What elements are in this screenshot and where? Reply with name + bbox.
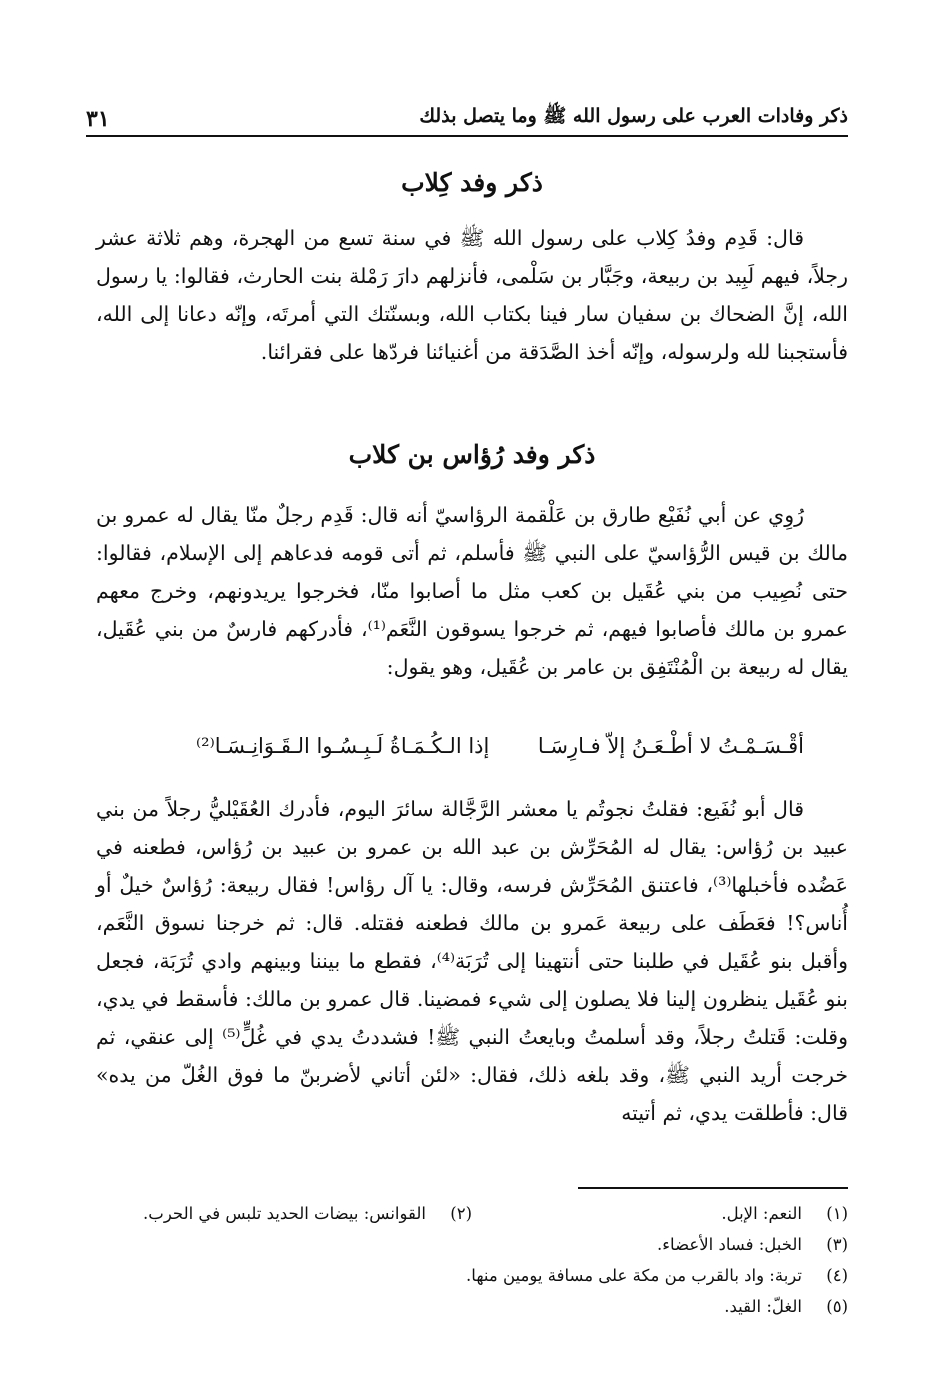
footnote-number: (٢) [450, 1204, 472, 1223]
section-title-ruas: ذكر وفد رُؤاس بن كلاب [348, 440, 596, 469]
footnote-4 [96, 1260, 848, 1291]
verse-second-hemistich: إذا الـكُـمَـاةُ لَـبِـسُـوا الـقَـوَانِـسَـا⁽²⁾ [196, 734, 490, 758]
header-rule [86, 135, 848, 137]
footnote-1 [472, 1198, 848, 1229]
page-number: ٣١ [86, 106, 110, 132]
poetry-verse [96, 734, 848, 774]
footnote-3 [96, 1229, 848, 1260]
section-title-kilab: ذكر وفد كِلاب [401, 168, 543, 197]
footnote-number: (٤) [826, 1266, 848, 1285]
paragraph-text: قال: قَدِم وفدُ كِلاب على رسول الله ﷺ في سنة تسع من الهجرة، وهم ثلاثة عشر رجلاً، فيهم لَبِيد بن ربيعة، وجَبَّار بن سَلْمى، فأنزلهم دارَ رَمْلة بنت الحارث، فقالوا: يا رسول الله، إنَّ الضحاك بن سفيان سار فينا بكتاب الله، وبسنّتك التي أمرتَه، وإنّه دعانا إلى الله، فأستجبنا لله ولرسوله، وإنّه أخذ الصَّدَقة من أغنيائنا فردّها على فقرائنا. [96, 226, 848, 364]
footnote-text: الغلّ: القيد. [724, 1297, 802, 1316]
footnote-row [96, 1229, 848, 1260]
footnote-text: القوانس: بيضات الحديد تلبس في الحرب. [143, 1204, 426, 1223]
paragraph-text: قال أبو نُفَيع: فقلتُ نجوتُم يا معشر الرَّجَّالة سائرَ اليوم، فأدرك العُقَيْليُّ رجلاً من بني عبيد بن رُؤاس: يقال له المُحَرِّش بن عبد الله بن عمرو بن عبيد بن رُؤاس، فطعنه في عَضُده فأخبلها⁽³⁾، فاعتنق المُحَرِّش فرسه، وقال: يا آل رؤاس! فقال ربيعة: رُؤاسٌ خيلٌ أو أُناس؟! فعَطَف على ربيعة عَمرو بن مالك فطعنه فقتله. قال: ثم خرجنا نسوق النَّعَم، وأقبل بنو عُقَيل في طلبنا حتى أنتهينا إلى تُرَبَة⁽⁴⁾، فقطع ما بيننا وبينهم وادي تُرَبَة، فجعل بنو عُقَيل ينظرون إلينا فلا يصلون إلى شيء فمضينا. قال عمرو بن مالك: فأسقط في يدي، وقلت: قَتلتُ رجلاً، وقد أسلمتُ وبايعتُ النبي ﷺ! فشددتُ يدي في غُلٍّ⁽⁵⁾ إلى عنقي، ثم خرجت أريد النبي ﷺ، وقد بلغه ذلك، فقال: «لئن أتاني لأضربنّ ما فوق الغُلّ من يده» قال: فأطلقت يدي، ثم أتيته [96, 797, 849, 1125]
footnote-rule [578, 1187, 848, 1189]
footnote-number: (٣) [826, 1235, 848, 1254]
footnote-text: الخبل: فساد الأعضاء. [657, 1235, 802, 1254]
footnote-text: النعم: الإبل. [721, 1204, 802, 1223]
footnote-row [96, 1260, 848, 1291]
running-title: ذكر وفادات العرب على رسول الله ﷺ وما يتصل بذلك [419, 105, 848, 127]
footnote-2 [96, 1198, 472, 1229]
paragraph-text: رُوِي عن أبي نُفَيْع طارق بن عَلْقمة الرؤاسيّ أنه قال: قَدِم رجلٌ منّا يقال له عمرو بن مالك بن قيس الرُّؤاسيّ على النبي ﷺ فأسلم، ثم أتى قومه فدعاهم إلى الإسلام، فقالوا: حتى نُصِيب من بني عُقَيل بن كعب مثل ما أصابوا منّا، فخرجوا يريدونهم، وخرج معهم عمرو بن مالك فأصابوا فيهم، ثم خرجوا يسوقون النَّعَم⁽¹⁾، فأدركهم فارسٌ من بني عُقَيل، يقال له ربيعة بن الْمُنْتَفِق بن عامر بن عُقَيل، وهو يقول: [96, 503, 849, 679]
paragraph-ruas-2 [96, 790, 848, 1132]
footnote-number: (٥) [826, 1297, 848, 1316]
footnote-text: تربة: واد بالقرب من مكة على مسافة يومين منها. [466, 1266, 802, 1285]
footnote-row [96, 1198, 848, 1229]
paragraph-ruas-1 [96, 496, 848, 686]
paragraph-kilab [96, 219, 848, 371]
verse-first-hemistich: أقْـسَـمْـتُ لا أطْـعَـنُ إلاّ فـارِسَـا [537, 734, 804, 758]
running-header [86, 98, 848, 132]
footnote-5 [96, 1291, 848, 1322]
footnote-row [96, 1291, 848, 1322]
footnote-number: (١) [826, 1204, 848, 1223]
footnotes [96, 1198, 848, 1322]
